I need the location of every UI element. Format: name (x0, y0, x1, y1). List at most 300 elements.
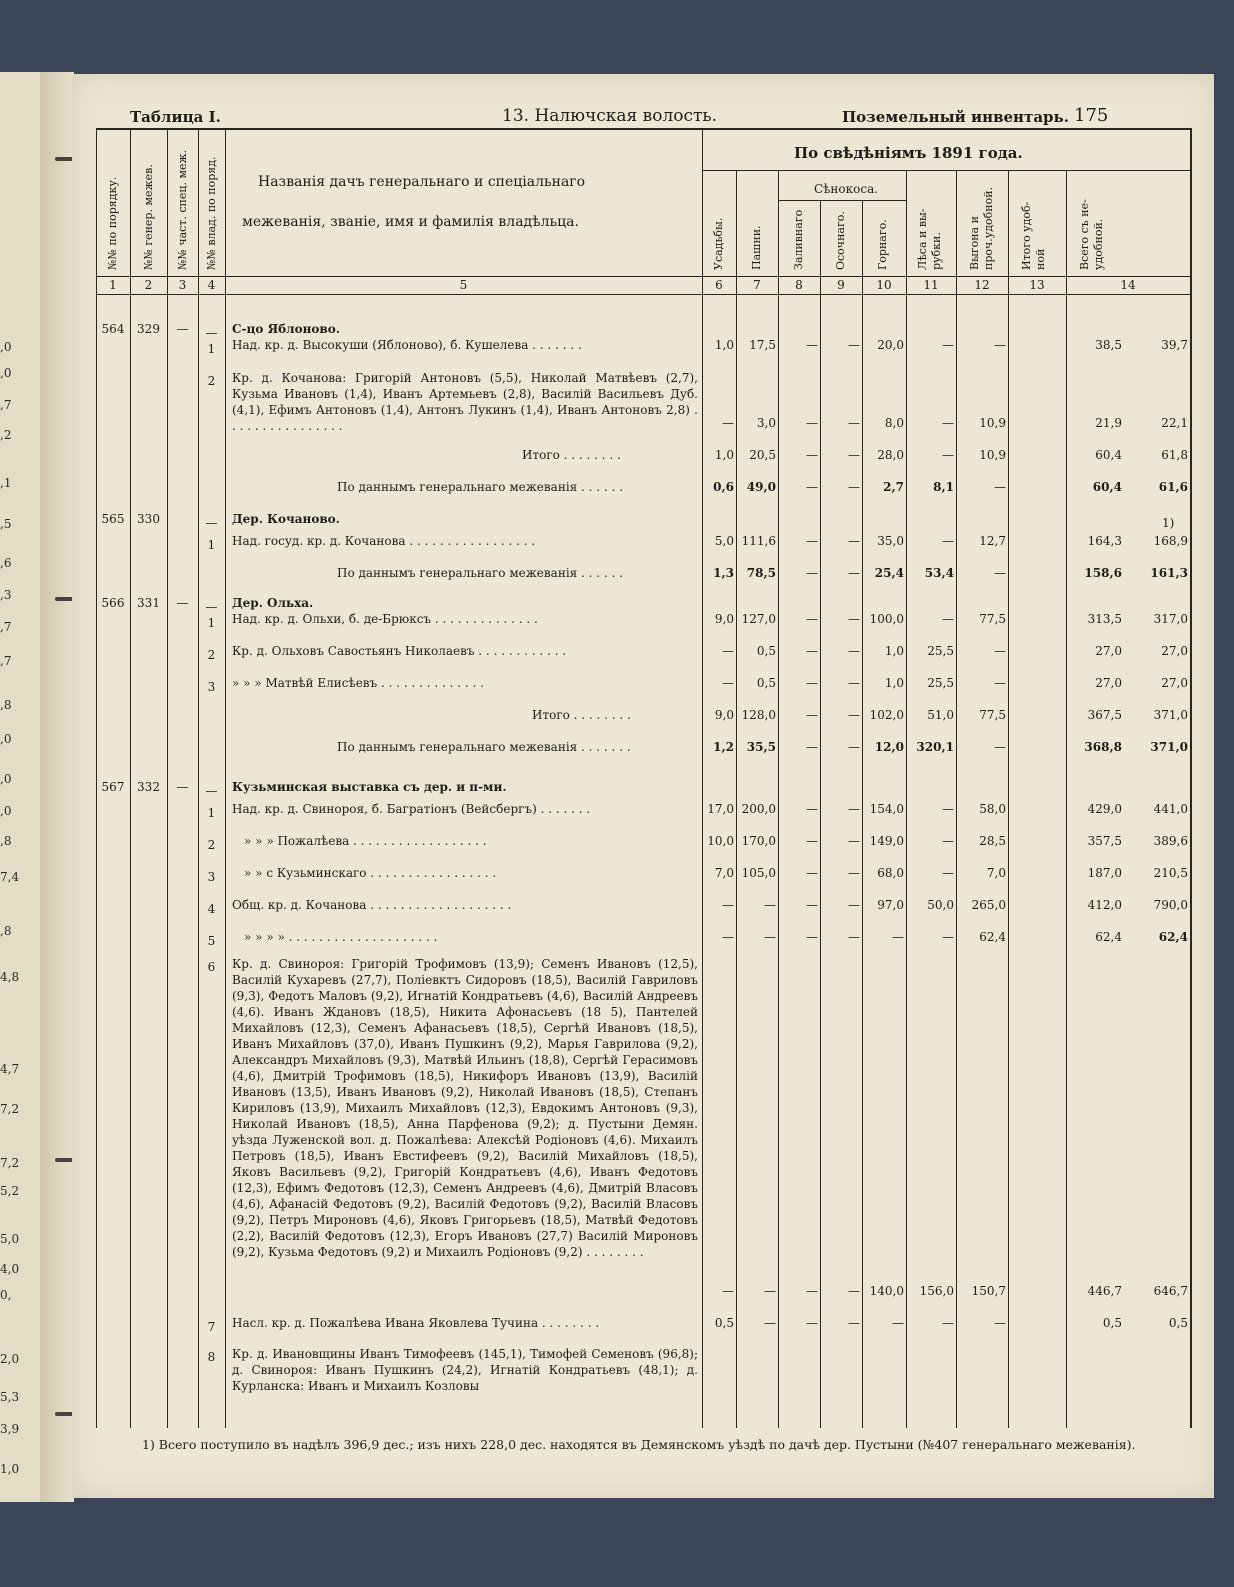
value-cell: — (806, 612, 818, 626)
value-cell: 105,0 (741, 866, 776, 880)
value-cell: 58,0 (979, 802, 1006, 816)
row-name: По даннымъ генеральнаго межеванія . . . . . . . (337, 740, 631, 754)
value-cell: — (848, 534, 860, 548)
prev-page-number: ,5 (0, 517, 12, 531)
value-cell: 49,0 (746, 480, 776, 494)
col-header-9: Осочнаго. (834, 211, 847, 270)
value-cell: 0,5 (714, 1316, 734, 1330)
column-number: 1 (109, 278, 117, 292)
column-rule (198, 128, 199, 1428)
row-name: Кр. д. Ольховъ Савостьянъ Николаевъ . . . . . . . . . . . . (232, 644, 567, 658)
prev-page-number: ,8 (0, 698, 12, 712)
value-cell: — (942, 834, 954, 848)
header-divider (702, 170, 1190, 171)
column-rule (1008, 170, 1009, 1428)
col-header-2: №№ генер. межев. (142, 164, 155, 270)
value-cell: 77,5 (979, 612, 1006, 626)
value-cell: 28,0 (877, 448, 904, 462)
column-rule (702, 128, 703, 1428)
value-cell: — (942, 1316, 954, 1330)
prev-page-number: 3,9 (0, 1422, 20, 1436)
prev-page-number: 5,3 (0, 1390, 20, 1404)
prev-page-number: ,8 (0, 834, 12, 848)
value-cell: — (994, 480, 1006, 494)
row-name: » » с Кузьминскаго . . . . . . . . . . . . . . . . . (244, 866, 497, 880)
value-cell: 78,5 (746, 566, 776, 580)
table-top-border (96, 128, 1190, 130)
value-cell: 357,5 (1087, 834, 1122, 848)
prev-page-number: ,0 (0, 732, 12, 746)
value-cell: 158,6 (1084, 566, 1122, 580)
column-rule (906, 170, 907, 1428)
value-cell: — (806, 1316, 818, 1330)
value-cell: — (806, 930, 818, 944)
header-bottom-border (96, 276, 1190, 277)
value-cell: 68,0 (877, 866, 904, 880)
value-cell: 28,5 (979, 834, 1006, 848)
prev-page-number: 4,7 (0, 1062, 20, 1076)
value-cell: 20,5 (749, 448, 776, 462)
value-cell: 389,6 (1153, 834, 1188, 848)
row-name: » » » » . . . . . . . . . . . . . . . . . . . . (244, 930, 438, 944)
value-cell: 62,4 (1095, 930, 1122, 944)
value-cell: 12,7 (979, 534, 1006, 548)
row-c2-cell: 332 (137, 780, 160, 794)
row-name: Над. кр. д. Ольхи, б. де-Брюксъ . . . . . . . . . . . . . . (232, 612, 538, 626)
col-header-11b: рубки. (930, 232, 943, 270)
row-name: Кузьминская выставка съ дер. и п-ми. (232, 780, 507, 794)
value-cell: 61,6 (1158, 480, 1188, 494)
value-cell: 128,0 (741, 708, 776, 722)
col-header-5-line2: межеванія, званіе, имя и фамилія владѣльца. (242, 214, 579, 230)
row-c1-cell: 564 (101, 322, 125, 336)
value-cell: — (848, 802, 860, 816)
group-header: По свѣдѣніямъ 1891 года. (794, 144, 1023, 162)
value-cell: 7,0 (986, 866, 1006, 880)
value-cell: 61,8 (1161, 448, 1188, 462)
row-c2-cell: 329 (137, 322, 160, 336)
value-cell: 27,0 (1095, 676, 1122, 690)
value-cell: 27,0 (1161, 676, 1188, 690)
value-cell: — (806, 566, 818, 580)
value-cell: 1,0 (884, 676, 904, 690)
value-cell: 77,5 (979, 708, 1006, 722)
value-cell: 790,0 (1153, 898, 1188, 912)
prev-page-number: 5,0 (0, 1232, 20, 1246)
prev-page-number: ,0 (0, 804, 12, 818)
value-cell: 187,0 (1087, 866, 1122, 880)
col-header-13b: ной (1034, 248, 1047, 270)
prev-page-number: 7,2 (0, 1156, 20, 1170)
footnote: 1) Всего поступило въ надѣлъ 396,9 дес.; изъ нихъ 228,0 дес. находятся въ Демянскомъ уѣздѣ по дачѣ дер. Пустыни (№407 генеральнаго межеванія). (142, 1437, 1136, 1452)
value-cell: — (994, 644, 1006, 658)
column-rule (956, 170, 957, 1428)
row-name: » » » Матвѣй Елисѣевъ . . . . . . . . . . . . . . (232, 676, 484, 690)
value-cell: — (942, 416, 954, 430)
value-cell: — (764, 1284, 776, 1298)
row-c1-cell: 565 (101, 512, 125, 526)
row-c4-cell: 1 (207, 342, 216, 356)
value-cell: 10,0 (707, 834, 734, 848)
column-number: 9 (837, 278, 845, 292)
value-cell: 62,4 (979, 930, 1006, 944)
value-cell: 60,4 (1092, 480, 1122, 494)
col-header-12b: проч.удобной. (982, 186, 995, 270)
row-paragraph: Кр. д. Кочанова: Григорій Антоновъ (5,5), Николай Матвѣевъ (2,7), Кузьма Ивановъ (1,4), Иванъ Артемьевъ (2,8), Василій Васильевъ Дуб. (4,1), Ефимъ Антоновъ (1,4), Антонъ Лукинъ (1,4), Иванъ Антоновъ 2,8) . . . . . . . . . . . . . . . . (232, 371, 698, 433)
value-cell: 62,4 (1158, 930, 1188, 944)
row-c4-cell: 2 (207, 648, 216, 662)
prev-page-number: ,0 (0, 340, 12, 354)
value-cell: 9,0 (714, 612, 734, 626)
row-c2-cell: 330 (137, 512, 160, 526)
prev-page-number: ,3 (0, 588, 12, 602)
row-c4-cell: 4 (207, 902, 216, 916)
column-rule (1066, 170, 1067, 1428)
column-number: 4 (207, 278, 216, 292)
col-header-12a: Выгона и (968, 216, 981, 270)
value-cell: — (806, 898, 818, 912)
value-cell: — (848, 448, 860, 462)
value-cell: — (994, 740, 1006, 754)
value-cell: — (848, 930, 860, 944)
col-header-5-line1: Названія дачъ генеральнаго и спеціальнаго (258, 174, 586, 190)
value-cell: 429,0 (1087, 802, 1122, 816)
row-name: Над. кр. д. Свинороя, б. Багратіонъ (Вейсбергъ) . . . . . . . (232, 802, 591, 816)
row-name: Над. госуд. кр. д. Кочанова . . . . . . . . . . . . . . . . . (232, 534, 536, 548)
value-cell: — (848, 1284, 860, 1298)
row-c4-cell: 3 (207, 870, 216, 884)
value-cell: 50,0 (927, 898, 954, 912)
section-label: Поземельный инвентарь. (842, 108, 1069, 126)
col-header-10: Горнаго. (876, 219, 889, 270)
value-cell: 39,7 (1161, 338, 1188, 352)
row-paragraph: Кр. д. Свинороя: Григорій Трофимовъ (13,9); Семенъ Ивановъ (12,5), Василій Кухаревъ (27,7), Поліевктъ Сидоровъ (18,5), Василій Гавриловъ (9,3), Федотъ Маловъ (9,2), Игнатій Кондратьевъ (4,6), Василій Андреевъ (4,6). Иванъ Ждановъ (18,5), Никита Афонасьевъ (18 5), Пантелей Михайловъ (12,3), Семенъ Афанасьевъ (18,5), Сергѣй Ивановъ (18,5), Иванъ Михайловъ (37,0), Иванъ Пушкинъ (9,2), Марья Гаврилова (9,2), Александръ Михайловъ (9,3), Матвѣй Ильинъ (18,8), Сергѣй Герасимовъ (4,6), Дмитрій Трофимовъ (18,5), Никифоръ Ивановъ (13,9), Василій Ивановъ (13,5), Иванъ Ивановъ (9,2), Николай Ивановъ (18,5), Степанъ Кириловъ (13,9), Михаилъ Михайловъ (12,3), Евдокимъ Антоновъ (9,3), Николай Ивановъ (18,5), Анна Парфенова (9,2); д. Пустыни Демян. уѣзда Луженской вол. д. Пожалѣева: Алексѣй Родіоновъ (4,6). Михаилъ Петровъ (18,5), Иванъ Евстифеевъ (9,2), Василій Михайловъ (18,5), Яковъ Васильевъ (9,2), Григорій Кондратьевъ (4,6), Иванъ Федотовъ (12,3), Ефимъ Федотовъ (12,3), Семенъ Андреевъ (4,6), Дмитрій Власовъ (4,6), Афанасій Федотовъ (9,2), Василій Федотовъ (9,2), Василій Власовъ (9,2), Петръ Мироновъ (4,6), Яковъ Григорьевъ (18,5), Матвѣй Федотовъ (2,2), Василій Федотовъ (12,3), Егоръ Ивановъ (27,7) Василій Мироновъ (9,2), Кузьма Федотовъ (9,2) и Михаилъ Родіоновъ (9,2) . . . . . . . . (232, 957, 698, 1259)
row-c2-cell: 331 (137, 596, 160, 610)
col-header-3: №№ част. спец. меж. (176, 149, 189, 270)
value-cell: 25,5 (927, 644, 954, 658)
value-cell: 25,5 (927, 676, 954, 690)
value-cell: — (848, 612, 860, 626)
value-cell: 25,4 (874, 566, 904, 580)
value-cell: — (806, 644, 818, 658)
value-cell: 17,5 (749, 338, 776, 352)
value-cell: 164,3 (1087, 534, 1122, 548)
value-cell: — (848, 480, 860, 494)
row-name: Над. кр. д. Высокуши (Яблоново), б. Кушелева . . . . . . . (232, 338, 582, 352)
prev-page-number: 1,0 (0, 1462, 20, 1476)
column-number: 8 (795, 278, 803, 292)
value-cell: 170,0 (741, 834, 776, 848)
prev-page-number: 7,2 (0, 1102, 20, 1116)
value-cell: 154,0 (869, 802, 904, 816)
value-cell: 9,0 (714, 708, 734, 722)
prev-page-number: 4,8 (0, 970, 20, 984)
value-cell: — (848, 708, 860, 722)
row-c3-cell: — (176, 780, 189, 794)
value-cell: — (892, 1316, 904, 1330)
value-cell: — (848, 566, 860, 580)
row-c3-cell: — (176, 322, 189, 336)
row-c4-cell: 6 (207, 960, 216, 974)
row-c4-cell: 1 (207, 538, 216, 552)
value-cell: 5,0 (714, 534, 734, 548)
prev-page-number: ,0 (0, 366, 12, 380)
value-cell: 10,9 (979, 416, 1006, 430)
value-cell: 111,6 (741, 534, 776, 548)
value-cell: — (806, 802, 818, 816)
value-cell: — (892, 930, 904, 944)
row-c4-cell: 2 (207, 374, 216, 388)
value-cell: — (764, 898, 776, 912)
previous-page-edge (0, 72, 42, 1502)
value-cell: 320,1 (916, 740, 954, 754)
row-c1-cell: 566 (101, 596, 125, 610)
value-cell: 12,0 (874, 740, 904, 754)
value-cell: 446,7 (1087, 1284, 1122, 1298)
col-header-8: Заливнаго (792, 209, 805, 270)
value-cell: 127,0 (741, 612, 776, 626)
value-cell: 3,0 (756, 416, 776, 430)
row-name: Итого . . . . . . . . (532, 708, 631, 722)
prev-page-number: ,0 (0, 772, 12, 786)
value-cell: — (848, 644, 860, 658)
prev-page-number: 4,0 (0, 1262, 20, 1276)
row-c4-cell: 7 (207, 1320, 216, 1334)
value-cell: — (942, 448, 954, 462)
page-title: 13. Налючская волость. (502, 106, 718, 126)
value-cell: 21,9 (1095, 416, 1122, 430)
column-number: 3 (178, 278, 187, 292)
value-cell: — (806, 480, 818, 494)
footnote-marker: 1) (1162, 516, 1175, 530)
row-c4-cell: — (205, 784, 218, 798)
value-cell: 35,5 (746, 740, 776, 754)
value-cell: 2,7 (883, 480, 904, 494)
value-cell: 17,0 (707, 802, 734, 816)
value-cell: 140,0 (869, 1284, 904, 1298)
prev-page-number: 7,4 (0, 870, 20, 884)
value-cell: 0,6 (713, 480, 734, 494)
column-number: 10 (876, 278, 892, 292)
value-cell: — (994, 1316, 1006, 1330)
row-c4-cell: — (205, 516, 218, 530)
value-cell: 371,0 (1150, 740, 1188, 754)
value-cell: — (848, 338, 860, 352)
col-header-1: №№ по порядку. (106, 176, 119, 270)
value-cell: 317,0 (1153, 612, 1188, 626)
row-c4-cell: 2 (207, 838, 216, 852)
value-cell: 38,5 (1095, 338, 1122, 352)
value-cell: — (722, 416, 734, 430)
value-cell: 1,2 (713, 740, 734, 754)
value-cell: 368,8 (1084, 740, 1122, 754)
column-rule (225, 128, 226, 1428)
col-header-14a: Всего съ не- (1078, 199, 1091, 270)
value-cell: — (722, 930, 734, 944)
value-cell: — (942, 866, 954, 880)
value-cell: 0,5 (1168, 1316, 1188, 1330)
value-cell: — (848, 416, 860, 430)
value-cell: 367,5 (1087, 708, 1122, 722)
binding-gutter (40, 72, 74, 1502)
row-name: Итого . . . . . . . . (522, 448, 621, 462)
value-cell: 646,7 (1153, 1284, 1188, 1298)
prev-page-number: ,7 (0, 620, 12, 634)
value-cell: — (806, 676, 818, 690)
value-cell: — (994, 338, 1006, 352)
hay-divider (778, 200, 906, 201)
table-label: Таблица I. (130, 108, 221, 126)
row-c4-cell: — (205, 600, 218, 614)
row-paragraph: Кр. д. Ивановщины Иванъ Тимофеевъ (145,1), Тимофей Семеновъ (96,8); д. Свинороя: Иванъ Пушкинъ (24,2), Игнатій Кондратьевъ (48,1); д. Курланска: Иванъ и Михаилъ Козловы (232, 1347, 698, 1393)
col-header-14b: удобной. (1092, 218, 1105, 270)
row-name: » » » Пожалѣева . . . . . . . . . . . . . . . . . . (244, 834, 487, 848)
value-cell: — (994, 676, 1006, 690)
row-c4-cell: 8 (207, 1350, 216, 1364)
value-cell: 149,0 (869, 834, 904, 848)
document-page (72, 74, 1214, 1498)
value-cell: 8,0 (884, 416, 904, 430)
column-number: 6 (715, 278, 723, 292)
value-cell: 1,0 (884, 644, 904, 658)
row-c4-cell: 1 (207, 616, 216, 630)
value-cell: — (942, 802, 954, 816)
column-number: 13 (1029, 278, 1045, 292)
column-number: 5 (459, 278, 468, 292)
row-name: Насл. кр. д. Пожалѣева Ивана Яковлева Тучина . . . . . . . . (232, 1316, 600, 1330)
value-cell: 0,5 (1102, 1316, 1122, 1330)
col-header-6: Усадьбы. (712, 217, 725, 270)
prev-page-number: ,7 (0, 398, 12, 412)
value-cell: — (722, 898, 734, 912)
value-cell: — (942, 534, 954, 548)
value-cell: — (722, 644, 734, 658)
value-cell: — (942, 930, 954, 944)
value-cell: — (764, 1316, 776, 1330)
value-cell: 441,0 (1153, 802, 1188, 816)
row-c1-cell: 567 (101, 780, 125, 794)
prev-page-number: 2,0 (0, 1352, 20, 1366)
value-cell: 8,1 (933, 480, 954, 494)
value-cell: — (806, 448, 818, 462)
value-cell: — (942, 338, 954, 352)
column-number: 11 (923, 278, 939, 292)
column-rule (736, 170, 737, 1428)
prev-page-number: ,7 (0, 654, 12, 668)
column-number: 2 (144, 278, 153, 292)
column-rule (1190, 128, 1192, 1428)
value-cell: 0,5 (756, 676, 776, 690)
prev-page-number: ,8 (0, 924, 12, 938)
value-cell: — (806, 534, 818, 548)
value-cell: — (848, 1316, 860, 1330)
row-name: По даннымъ генеральнаго межеванія . . . . . . (337, 566, 624, 580)
value-cell: — (806, 866, 818, 880)
prev-page-number: ,6 (0, 556, 12, 570)
prev-page-number: ,2 (0, 428, 12, 442)
value-cell: — (848, 740, 860, 754)
col-header-13a: Итого удоб- (1020, 201, 1033, 270)
value-cell: 1,3 (713, 566, 734, 580)
value-cell: 7,0 (714, 866, 734, 880)
value-cell: 22,1 (1161, 416, 1188, 430)
value-cell: 10,9 (979, 448, 1006, 462)
value-cell: 53,4 (924, 566, 954, 580)
value-cell: 210,5 (1153, 866, 1188, 880)
col-header-4: №№ влад. по поряд. (205, 156, 218, 270)
value-cell: — (848, 898, 860, 912)
value-cell: — (806, 834, 818, 848)
value-cell: 27,0 (1161, 644, 1188, 658)
value-cell: 20,0 (877, 338, 904, 352)
column-number: 12 (974, 278, 990, 292)
page-number: 175 (1074, 105, 1109, 126)
hay-group-header: Сѣнокоса. (814, 182, 879, 196)
column-rule (778, 170, 779, 1428)
value-cell: 102,0 (869, 708, 904, 722)
prev-page-number: ,1 (0, 476, 12, 490)
value-cell: — (942, 612, 954, 626)
value-cell: 161,3 (1150, 566, 1188, 580)
value-cell: 156,0 (919, 1284, 954, 1298)
value-cell: 97,0 (877, 898, 904, 912)
value-cell: — (848, 834, 860, 848)
value-cell: — (806, 708, 818, 722)
value-cell: 0,5 (756, 644, 776, 658)
value-cell: 150,7 (971, 1284, 1006, 1298)
value-cell: — (764, 930, 776, 944)
value-cell: 35,0 (877, 534, 904, 548)
value-cell: — (806, 416, 818, 430)
col-header-7: Пашни. (750, 225, 763, 270)
value-cell: 1,0 (714, 448, 734, 462)
value-cell: 412,0 (1087, 898, 1122, 912)
value-cell: 27,0 (1095, 644, 1122, 658)
value-cell: 60,4 (1095, 448, 1122, 462)
value-cell: — (722, 1284, 734, 1298)
row-name: По даннымъ генеральнаго межеванія . . . . . . (337, 480, 624, 494)
row-c3-cell: — (176, 596, 189, 610)
prev-page-number: 0, (0, 1288, 12, 1302)
value-cell: — (806, 338, 818, 352)
value-cell: — (848, 676, 860, 690)
column-number: 14 (1120, 278, 1136, 292)
value-cell: — (806, 740, 818, 754)
prev-page-number: 5,2 (0, 1184, 20, 1198)
row-c4-cell: 1 (207, 806, 216, 820)
colnum-bottom-border (96, 294, 1190, 295)
row-c4-cell: 3 (207, 680, 216, 694)
value-cell: 265,0 (971, 898, 1006, 912)
col-header-11a: Лѣса и вы- (916, 208, 929, 270)
row-c4-cell: — (205, 326, 218, 340)
row-name: С-цо Яблоново. (232, 322, 340, 336)
row-c4-cell: 5 (207, 934, 216, 948)
column-number: 7 (753, 278, 761, 292)
value-cell: — (806, 1284, 818, 1298)
value-cell: — (994, 566, 1006, 580)
value-cell: 200,0 (741, 802, 776, 816)
value-cell: 100,0 (869, 612, 904, 626)
value-cell: 1,0 (714, 338, 734, 352)
value-cell: 371,0 (1153, 708, 1188, 722)
row-name: Общ. кр. д. Кочанова . . . . . . . . . . . . . . . . . . . (232, 898, 512, 912)
value-cell: — (848, 866, 860, 880)
value-cell: 51,0 (927, 708, 954, 722)
value-cell: — (722, 676, 734, 690)
value-cell: 313,5 (1087, 612, 1122, 626)
row-name: Дер. Кочаново. (232, 512, 340, 526)
